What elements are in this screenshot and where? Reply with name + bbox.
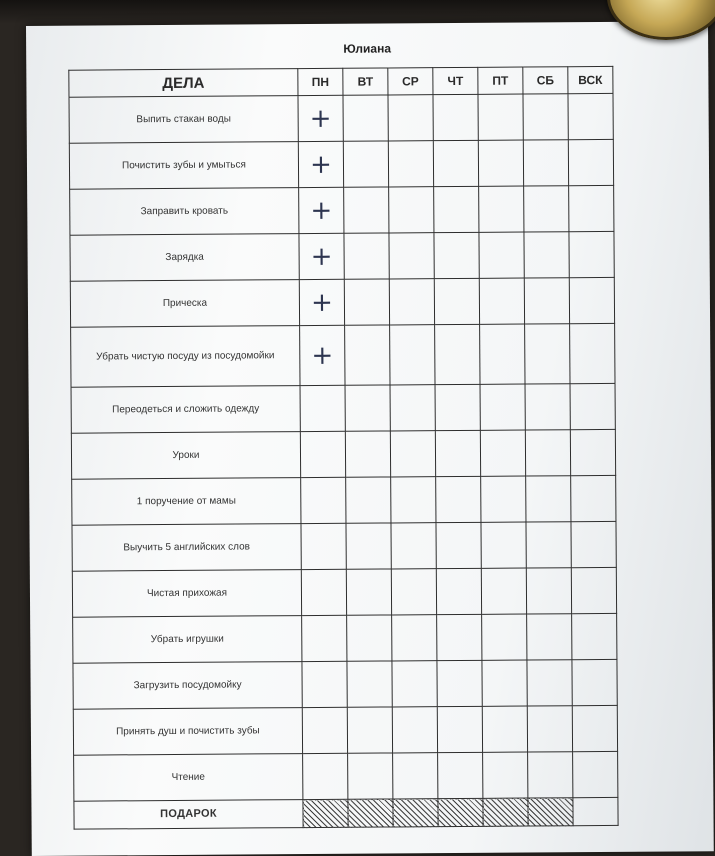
table-row bbox=[72, 521, 616, 571]
day-cell[interactable] bbox=[302, 615, 347, 661]
day-cell[interactable] bbox=[480, 324, 525, 384]
day-cell[interactable] bbox=[393, 753, 438, 799]
day-cell[interactable] bbox=[527, 614, 572, 660]
day-cell[interactable] bbox=[478, 140, 523, 186]
day-cell[interactable] bbox=[481, 568, 526, 614]
day-cell[interactable] bbox=[437, 660, 482, 706]
header-day-wed: СР bbox=[388, 68, 433, 95]
day-cell[interactable] bbox=[392, 707, 437, 753]
table-row bbox=[73, 705, 617, 755]
day-cell[interactable] bbox=[479, 278, 524, 324]
task-label: Прическа bbox=[70, 280, 299, 328]
day-cell[interactable] bbox=[573, 751, 618, 797]
day-cell[interactable] bbox=[388, 141, 433, 187]
day-cell[interactable] bbox=[526, 522, 571, 568]
day-cell[interactable] bbox=[526, 568, 571, 614]
day-cell[interactable] bbox=[300, 431, 345, 477]
day-cell[interactable] bbox=[569, 185, 614, 231]
day-cell[interactable] bbox=[523, 94, 568, 140]
day-cell[interactable] bbox=[525, 324, 570, 384]
day-cell[interactable] bbox=[435, 430, 480, 476]
day-cell[interactable] bbox=[345, 385, 390, 431]
day-cell[interactable] bbox=[347, 661, 392, 707]
day-cell[interactable] bbox=[346, 477, 391, 523]
day-cell[interactable] bbox=[482, 660, 527, 706]
day-cell[interactable] bbox=[391, 477, 436, 523]
day-cell[interactable] bbox=[298, 95, 343, 141]
day-cell[interactable] bbox=[343, 141, 388, 187]
day-cell[interactable] bbox=[392, 661, 437, 707]
table-row bbox=[69, 139, 613, 189]
task-rows bbox=[69, 93, 618, 829]
day-cell[interactable] bbox=[523, 140, 568, 186]
header-row bbox=[69, 66, 613, 97]
day-cell[interactable] bbox=[435, 324, 480, 384]
day-cell[interactable] bbox=[344, 187, 389, 233]
day-cell[interactable] bbox=[483, 752, 528, 798]
day-cell[interactable] bbox=[572, 613, 617, 659]
day-cell[interactable] bbox=[389, 233, 434, 279]
day-cell[interactable] bbox=[346, 523, 391, 569]
day-cell[interactable] bbox=[301, 477, 346, 523]
day-cell[interactable] bbox=[524, 232, 569, 278]
day-cell[interactable] bbox=[436, 522, 481, 568]
day-cell[interactable] bbox=[437, 614, 482, 660]
day-cell[interactable] bbox=[299, 279, 344, 325]
day-cell[interactable] bbox=[389, 187, 434, 233]
task-label: Зарядка bbox=[70, 234, 299, 282]
gift-cell-hatched bbox=[348, 799, 393, 827]
child-name-title: Юлиана bbox=[343, 41, 392, 56]
table-row bbox=[71, 429, 615, 479]
day-cell[interactable] bbox=[390, 385, 435, 431]
day-cell[interactable] bbox=[344, 233, 389, 279]
day-cell[interactable] bbox=[570, 323, 615, 383]
task-label: 1 поручение от мамы bbox=[72, 478, 301, 526]
gift-cell-hatched bbox=[528, 798, 573, 826]
day-cell[interactable] bbox=[528, 752, 573, 798]
table-row bbox=[70, 231, 614, 281]
day-cell[interactable] bbox=[300, 325, 345, 385]
day-cell[interactable] bbox=[390, 431, 435, 477]
day-cell[interactable] bbox=[569, 231, 614, 277]
day-cell[interactable] bbox=[568, 93, 613, 139]
header-day-mon: ПН bbox=[298, 68, 343, 95]
day-cell[interactable] bbox=[571, 567, 616, 613]
table-row bbox=[69, 93, 613, 143]
day-cell[interactable] bbox=[527, 660, 572, 706]
day-cell[interactable] bbox=[301, 569, 346, 615]
day-cell[interactable] bbox=[391, 523, 436, 569]
gift-cell-hatched bbox=[393, 799, 438, 827]
day-cell[interactable] bbox=[433, 94, 478, 140]
day-cell[interactable] bbox=[571, 475, 616, 521]
check-mark: + bbox=[309, 103, 332, 134]
day-cell[interactable] bbox=[482, 614, 527, 660]
day-cell[interactable] bbox=[572, 705, 617, 751]
header-day-fri: ПТ bbox=[478, 67, 523, 94]
day-cell[interactable] bbox=[389, 279, 434, 325]
header-tasks: ДЕЛА bbox=[69, 69, 298, 98]
day-cell[interactable] bbox=[348, 753, 393, 799]
day-cell[interactable] bbox=[436, 568, 481, 614]
task-label: Принять душ и почистить зубы bbox=[73, 708, 302, 756]
day-cell[interactable] bbox=[347, 707, 392, 753]
day-cell[interactable] bbox=[480, 430, 525, 476]
day-cell[interactable] bbox=[481, 522, 526, 568]
task-label: Чтение bbox=[74, 754, 303, 802]
day-cell[interactable] bbox=[524, 186, 569, 232]
day-cell[interactable] bbox=[570, 383, 615, 429]
chore-chart-sheet bbox=[26, 21, 714, 856]
gift-cell bbox=[573, 797, 618, 825]
day-cell[interactable] bbox=[303, 753, 348, 799]
header-day-sat: СБ bbox=[523, 67, 568, 94]
task-label: Почистить зубы и умыться bbox=[69, 142, 298, 190]
day-cell[interactable] bbox=[433, 140, 478, 186]
day-cell[interactable] bbox=[345, 325, 390, 385]
gift-label: ПОДАРОК bbox=[74, 800, 303, 830]
task-label: Заправить кровать bbox=[70, 188, 299, 236]
task-label: Выпить стакан воды bbox=[69, 96, 298, 144]
day-cell[interactable] bbox=[434, 278, 479, 324]
task-label: Чистая прихожая bbox=[72, 570, 301, 618]
day-cell[interactable] bbox=[435, 384, 480, 430]
day-cell[interactable] bbox=[344, 279, 389, 325]
day-cell[interactable] bbox=[438, 752, 483, 798]
day-cell[interactable] bbox=[434, 186, 479, 232]
day-cell[interactable] bbox=[347, 615, 392, 661]
day-cell[interactable] bbox=[571, 521, 616, 567]
table-row bbox=[72, 475, 616, 525]
day-cell[interactable] bbox=[301, 523, 346, 569]
task-label: Убрать чистую посуду из посудомойки bbox=[71, 326, 300, 388]
day-cell[interactable] bbox=[572, 659, 617, 705]
task-label: Уроки bbox=[71, 432, 300, 480]
day-cell[interactable] bbox=[302, 661, 347, 707]
gift-cell-hatched bbox=[303, 799, 348, 827]
day-cell[interactable] bbox=[479, 186, 524, 232]
day-cell[interactable] bbox=[525, 384, 570, 430]
day-cell[interactable] bbox=[482, 706, 527, 752]
day-cell[interactable] bbox=[479, 232, 524, 278]
day-cell[interactable] bbox=[525, 430, 570, 476]
day-cell[interactable] bbox=[302, 707, 347, 753]
day-cell[interactable] bbox=[434, 232, 479, 278]
task-label: Загрузить посудомойку bbox=[73, 662, 302, 710]
header-day-tue: ВТ bbox=[343, 68, 388, 95]
task-label: Переодеться и сложить одежду bbox=[71, 386, 300, 434]
header-day-thu: ЧТ bbox=[433, 67, 478, 94]
table-row bbox=[73, 613, 617, 663]
day-cell[interactable] bbox=[436, 476, 481, 522]
gift-cell-hatched bbox=[483, 798, 528, 826]
day-cell[interactable] bbox=[527, 706, 572, 752]
day-cell[interactable] bbox=[343, 95, 388, 141]
day-cell[interactable] bbox=[391, 569, 436, 615]
table-row bbox=[74, 751, 618, 801]
table-row bbox=[73, 659, 617, 709]
day-cell[interactable] bbox=[569, 277, 614, 323]
day-cell[interactable] bbox=[388, 95, 433, 141]
day-cell[interactable] bbox=[392, 615, 437, 661]
header-day-sun: ВСК bbox=[568, 66, 613, 93]
day-cell[interactable] bbox=[568, 139, 613, 185]
table-row bbox=[70, 185, 614, 235]
day-cell[interactable] bbox=[299, 187, 344, 233]
gift-row bbox=[74, 797, 618, 829]
task-label: Убрать игрушки bbox=[73, 616, 302, 664]
day-cell[interactable] bbox=[481, 476, 526, 522]
day-cell[interactable] bbox=[480, 384, 525, 430]
day-cell[interactable] bbox=[437, 706, 482, 752]
check-mark: + bbox=[309, 149, 332, 180]
table-row bbox=[71, 383, 615, 433]
day-cell[interactable] bbox=[299, 233, 344, 279]
day-cell[interactable] bbox=[300, 385, 345, 431]
table-row bbox=[72, 567, 616, 617]
check-mark: + bbox=[310, 287, 333, 318]
day-cell[interactable] bbox=[298, 141, 343, 187]
day-cell[interactable] bbox=[526, 476, 571, 522]
table-row bbox=[71, 323, 615, 387]
day-cell[interactable] bbox=[478, 94, 523, 140]
table-row bbox=[70, 277, 614, 327]
day-cell[interactable] bbox=[346, 569, 391, 615]
day-cell[interactable] bbox=[570, 429, 615, 475]
chore-table bbox=[68, 66, 618, 830]
task-label: Выучить 5 английских слов bbox=[72, 524, 301, 572]
check-mark: + bbox=[310, 241, 333, 272]
gift-cell-hatched bbox=[438, 798, 483, 826]
check-mark: + bbox=[311, 340, 334, 371]
check-mark: + bbox=[310, 195, 333, 226]
day-cell[interactable] bbox=[524, 278, 569, 324]
day-cell[interactable] bbox=[345, 431, 390, 477]
day-cell[interactable] bbox=[390, 325, 435, 385]
